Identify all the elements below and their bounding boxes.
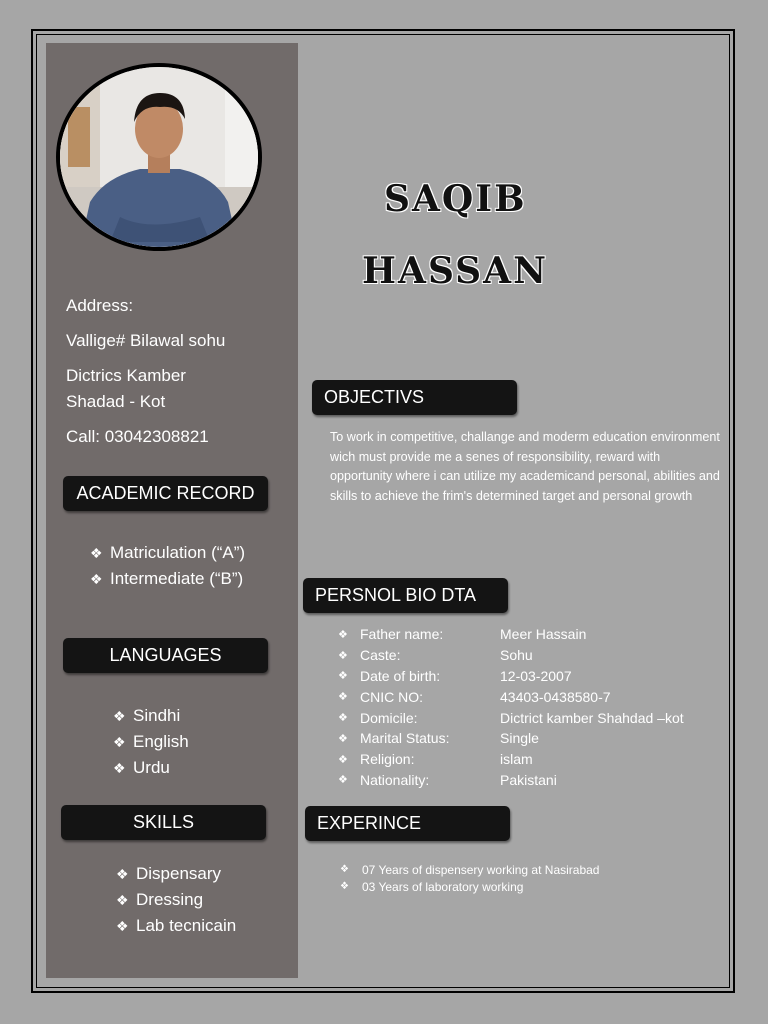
bio-row [338, 770, 684, 791]
phone-number: Call: 03042308821 [66, 427, 209, 446]
diamond-bullet-icon: ❖ [116, 865, 129, 882]
diamond-bullet-icon: ❖ [338, 774, 348, 787]
bio-value: Sohu [500, 647, 533, 664]
list-item [90, 566, 245, 592]
list-item [116, 913, 236, 939]
skill-item: Lab tecnicain [136, 916, 237, 935]
bio-row [338, 645, 684, 666]
list-item [340, 861, 599, 878]
list-item [340, 878, 599, 895]
experience-heading: EXPERINCE [305, 806, 510, 841]
diamond-bullet-icon: ❖ [90, 544, 103, 561]
bio-row [338, 728, 684, 749]
address-line: Dictrics Kamber [66, 366, 186, 385]
bio-row [338, 707, 684, 728]
diamond-bullet-icon: ❖ [340, 881, 349, 892]
list-item [116, 887, 236, 913]
bio-label: Father name: [360, 626, 444, 643]
bio-label: Marital Status: [360, 730, 450, 747]
bio-label: Date of birth: [360, 667, 441, 684]
list-item [116, 861, 236, 887]
bio-label: Religion: [360, 751, 415, 768]
bio-label: Nationality: [360, 771, 430, 788]
address-line: Shadad - Kot [66, 392, 166, 411]
bio-row [338, 749, 684, 770]
diamond-bullet-icon: ❖ [338, 628, 348, 641]
address-line: Vallige# Bilawal sohu [66, 331, 226, 350]
language-item: Sindhi [133, 706, 181, 725]
bio-row [338, 666, 684, 687]
languages-heading: LANGUAGES [63, 638, 268, 673]
diamond-bullet-icon: ❖ [116, 891, 129, 908]
name-last: HASSAN [362, 250, 548, 292]
language-item: Urdu [133, 758, 170, 777]
bio-label: Domicile: [360, 709, 418, 726]
experience-item: 03 Years of laboratory working [362, 879, 524, 894]
bio-value: Dictrict kamber Shahdad –kot [500, 709, 684, 726]
bio-row [338, 686, 684, 707]
diamond-bullet-icon: ❖ [338, 691, 348, 704]
skill-item: Dressing [136, 890, 204, 909]
experience-list [340, 861, 599, 895]
objective-heading: OBJECTIVS [312, 380, 517, 415]
list-item [113, 729, 189, 755]
diamond-bullet-icon: ❖ [90, 570, 103, 587]
diamond-bullet-icon: ❖ [338, 732, 348, 745]
bio-label: CNIC NO: [360, 688, 423, 705]
diamond-bullet-icon: ❖ [113, 733, 126, 750]
skills-heading: SKILLS [61, 805, 266, 840]
address-label: Address: [66, 296, 134, 315]
list-item [113, 703, 189, 729]
skills-list [116, 861, 236, 939]
list-item [90, 540, 245, 566]
bio-label: Caste: [360, 647, 401, 664]
language-item: English [133, 732, 189, 751]
bio-value: islam [500, 751, 533, 768]
academic-list [90, 540, 245, 592]
bio-value: 12-03-2007 [500, 667, 572, 684]
academic-item: Matriculation (“A”) [110, 543, 246, 562]
bio-value: Meer Hassain [500, 626, 587, 643]
diamond-bullet-icon: ❖ [338, 649, 348, 662]
diamond-bullet-icon: ❖ [338, 753, 348, 766]
diamond-bullet-icon: ❖ [113, 759, 126, 776]
profile-photo [56, 63, 262, 251]
diamond-bullet-icon: ❖ [338, 712, 348, 725]
bio-value: Pakistani [500, 771, 557, 788]
languages-list [113, 703, 189, 781]
skill-item: Dispensary [136, 864, 222, 883]
academic-record-heading: ACADEMIC RECORD [63, 476, 268, 511]
diamond-bullet-icon: ❖ [338, 670, 348, 683]
name-first: SAQIB [384, 178, 527, 220]
diamond-bullet-icon: ❖ [340, 864, 349, 875]
list-item [113, 755, 189, 781]
bio-value: 43403-0438580-7 [500, 688, 611, 705]
bio-heading: PERSNOL BIO DTA [303, 578, 508, 613]
person-photo-illustration [60, 67, 258, 247]
bio-value: Single [500, 730, 539, 747]
experience-item: 07 Years of dispensery working at Nasirabad [362, 862, 600, 877]
diamond-bullet-icon: ❖ [116, 917, 129, 934]
objective-text: To work in competitive, challange and moderm education environment wich must provide me a senes of responsibility, reward with opportunity where i can utilize my academicand personal, abilities and skills to achieve the frim's determined target and personal growth [330, 430, 720, 503]
diamond-bullet-icon: ❖ [113, 707, 126, 724]
bio-row [338, 624, 684, 645]
bio-table [338, 624, 684, 790]
academic-item: Intermediate (“B”) [110, 569, 244, 588]
